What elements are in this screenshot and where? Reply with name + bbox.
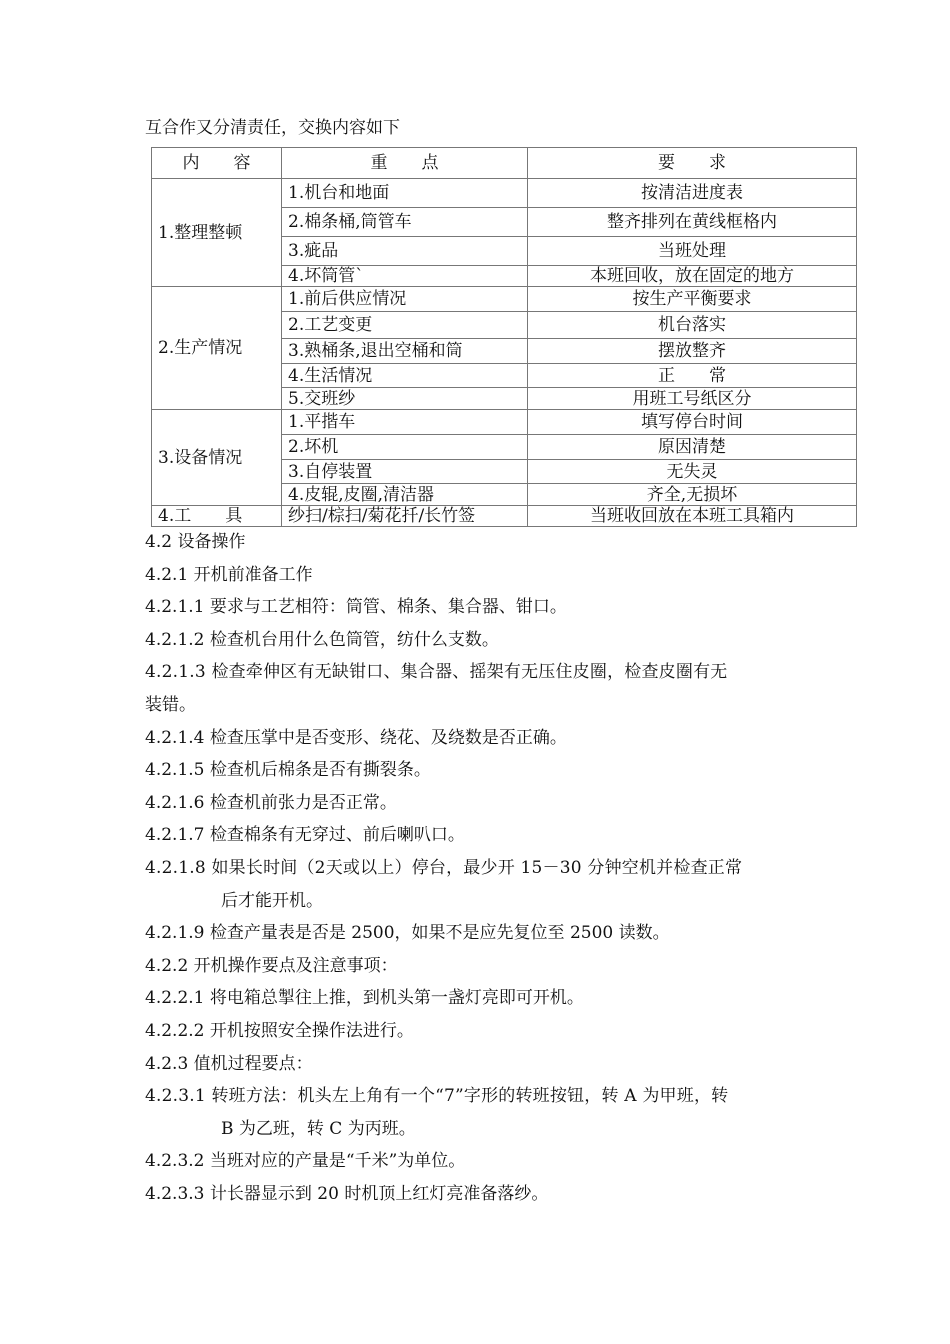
paragraph-line: 4.2.1.4 检查压掌中是否变形、绕花、及绕数是否正确。 (145, 727, 567, 748)
section-heading: 4.2 设备操作 (145, 532, 246, 552)
paragraph-line: 4.2.2.2 开机按照安全操作法进行。 (145, 1020, 414, 1041)
paragraph-line: 4.2.1.3 检查牵伸区有无缺钳口、集合器、摇架有无压住皮圈，检查皮圈有无 (145, 662, 728, 683)
paragraph-line: 4.2.3.3 计长器显示到 20 时机顶上红灯亮准备落纱。 (145, 1183, 549, 1204)
category-cell: 4.工 具 (152, 506, 282, 527)
paragraph-continuation: 装错。 (145, 694, 196, 715)
requirement-cell: 用班工号纸区分 (528, 388, 857, 410)
paragraph-line: 4.2.1.6 检查机前张力是否正常。 (145, 792, 397, 813)
requirement-cell: 当班收回放在本班工具箱内 (528, 506, 857, 527)
header-key-points: 重 点 (282, 148, 528, 179)
table-row (152, 506, 857, 527)
paragraph-line: 4.2.3.2 当班对应的产量是“千米”为单位。 (145, 1151, 466, 1172)
operation-procedure-text (145, 527, 815, 1211)
point-cell: 2.工艺变更 (282, 312, 528, 339)
point-cell: 5.交班纱 (282, 388, 528, 410)
handover-table (151, 147, 857, 527)
paragraph-line: 4.2.1.5 检查机后棉条是否有撕裂条。 (145, 760, 431, 781)
paragraph-continuation: 后才能开机。 (221, 890, 323, 911)
subsection-heading: 4.2.3 值机过程要点： (145, 1053, 313, 1074)
category-cell: 1.整理整顿 (152, 179, 282, 287)
paragraph-line: 4.2.1.7 检查棉条有无穿过、前后喇叭口。 (145, 825, 465, 846)
category-cell: 2.生产情况 (152, 287, 282, 410)
point-cell: 2.棉条桶,筒管车 (282, 208, 528, 237)
requirement-cell: 原因清楚 (528, 435, 857, 460)
point-cell: 4.生活情况 (282, 364, 528, 388)
requirement-cell: 无失灵 (528, 460, 857, 484)
category-cell: 3.设备情况 (152, 410, 282, 506)
point-cell: 3.自停装置 (282, 460, 528, 484)
paragraph-line: 4.2.2.1 将电箱总掣往上推，到机头第一盏灯亮即可开机。 (145, 988, 584, 1009)
point-cell: 1.机台和地面 (282, 179, 528, 208)
table-header-row (152, 148, 857, 179)
requirement-cell: 摆放整齐 (528, 339, 857, 364)
requirement-cell: 填写停台时间 (528, 410, 857, 435)
point-cell: 2.坏机 (282, 435, 528, 460)
paragraph-line: 4.2.1.1 要求与工艺相符：筒管、棉条、集合器、钳口。 (145, 597, 567, 618)
intro-text: 互合作又分清责任，交换内容如下 (145, 118, 400, 138)
table-row (152, 410, 857, 435)
paragraph-continuation: B 为乙班，转 C 为丙班。 (221, 1118, 416, 1139)
header-requirements: 要 求 (528, 148, 857, 179)
requirement-cell: 当班处理 (528, 237, 857, 266)
point-cell: 1.前后供应情况 (282, 287, 528, 312)
paragraph-line: 4.2.1.8 如果长时间（2天或以上）停台，最少开 15－30 分钟空机并检查正常 (145, 857, 743, 878)
requirement-cell: 按清洁进度表 (528, 179, 857, 208)
requirement-cell: 正 常 (528, 364, 857, 388)
paragraph-line: 4.2.1.2 检查机台用什么色筒管，纺什么支数。 (145, 629, 499, 650)
requirement-cell: 齐全,无损坏 (528, 484, 857, 506)
subsection-heading: 4.2.2 开机操作要点及注意事项： (145, 955, 398, 976)
point-cell: 4.皮辊,皮圈,清洁器 (282, 484, 528, 506)
point-cell: 3.疵品 (282, 237, 528, 266)
table-row (152, 287, 857, 312)
paragraph-line: 4.2.3.1 转班方法：机头左上角有一个“7”字形的转班按钮，转 A 为甲班，转 (145, 1086, 729, 1107)
requirement-cell: 机台落实 (528, 312, 857, 339)
point-cell: 3.熟桶条,退出空桶和筒 (282, 339, 528, 364)
paragraph-line: 4.2.1.9 检查产量表是否是 2500，如果不是应先复位至 2500 读数。 (145, 923, 670, 944)
requirement-cell: 按生产平衡要求 (528, 287, 857, 312)
point-cell: 4.坏筒管` (282, 266, 528, 287)
requirement-cell: 整齐排列在黄线框格内 (528, 208, 857, 237)
requirement-cell: 本班回收，放在固定的地方 (528, 266, 857, 287)
subsection-heading: 4.2.1 开机前准备工作 (145, 564, 313, 585)
point-cell: 纱扫/棕扫/菊花扦/长竹签 (282, 506, 528, 527)
header-content: 内 容 (152, 148, 282, 179)
table-row (152, 179, 857, 208)
point-cell: 1.平揩车 (282, 410, 528, 435)
